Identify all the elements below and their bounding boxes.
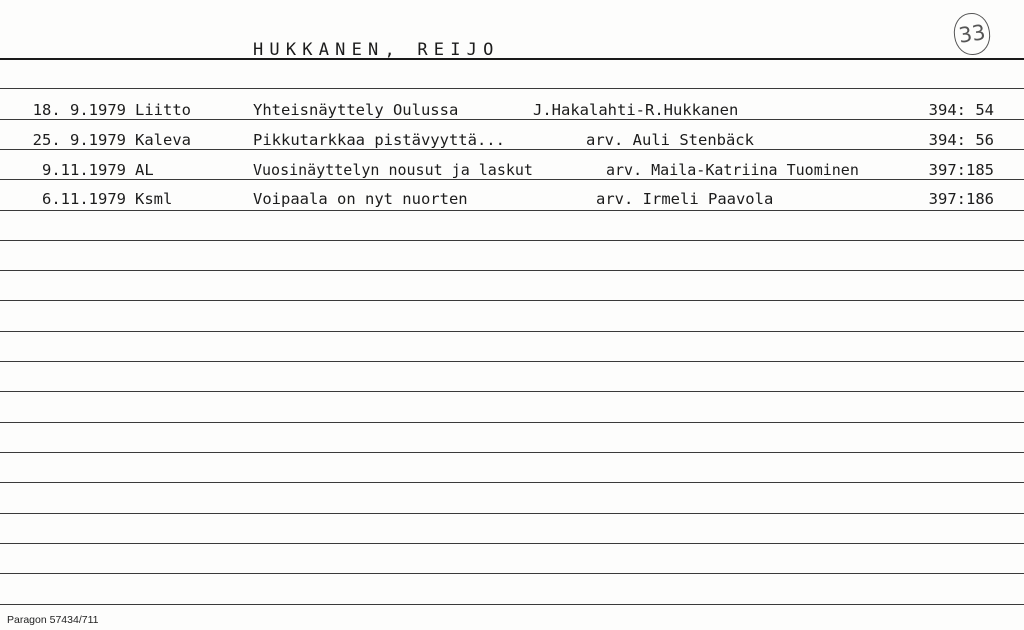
entry-date: 9.11.1979 (42, 161, 126, 179)
ruled-line (0, 452, 1024, 453)
ruled-line (0, 331, 1024, 332)
ruled-line (0, 210, 1024, 211)
ruled-line (0, 149, 1024, 150)
ruled-line (0, 179, 1024, 180)
ruled-line (0, 573, 1024, 574)
card-printer-mark: Paragon 57434/711 (7, 614, 99, 626)
ruled-line (0, 88, 1024, 89)
ruled-line (0, 361, 1024, 362)
ruled-line (0, 604, 1024, 605)
ruled-line (0, 240, 1024, 241)
entry-reference: 394: 56 (928, 131, 994, 149)
entry-publication: Kaleva (135, 131, 191, 149)
entry-title: Voipaala on nyt nuorten (253, 190, 468, 208)
entry-reference: 394: 54 (928, 101, 994, 119)
ruled-line (0, 300, 1024, 301)
entry-date: 18. 9.1979 (32, 101, 126, 119)
ruled-line (0, 422, 1024, 423)
entry-reference: 397:186 (928, 190, 994, 208)
entry-author: arv. Auli Stenbäck (586, 131, 754, 149)
entry-date: 25. 9.1979 (32, 131, 126, 149)
ruled-line (0, 119, 1024, 120)
card-name-heading: HUKKANEN, REIJO (253, 40, 500, 60)
entry-reference: 397:185 (928, 161, 994, 179)
entry-title: Pikkutarkkaa pistävyyttä... (253, 131, 505, 149)
ruled-line (0, 482, 1024, 483)
entry-title: Vuosinäyttelyn nousut ja laskut (253, 161, 533, 179)
entry-publication: Liitto (135, 101, 191, 119)
entry-author: arv. Maila-Katriina Tuominen (606, 161, 859, 179)
entry-publication: Ksml (135, 190, 173, 208)
ruled-line (0, 543, 1024, 544)
ruled-line (0, 270, 1024, 271)
card-number-badge: 33 (951, 11, 992, 58)
entry-author: J.Hakalahti-R.Hukkanen (533, 101, 739, 119)
entry-publication: AL (135, 161, 154, 179)
header-rule (0, 58, 1024, 60)
entry-author: arv. Irmeli Paavola (596, 190, 774, 208)
entry-title: Yhteisnäyttely Oulussa (253, 101, 459, 119)
ruled-line (0, 391, 1024, 392)
entry-date: 6.11.1979 (42, 190, 126, 208)
ruled-line (0, 513, 1024, 514)
